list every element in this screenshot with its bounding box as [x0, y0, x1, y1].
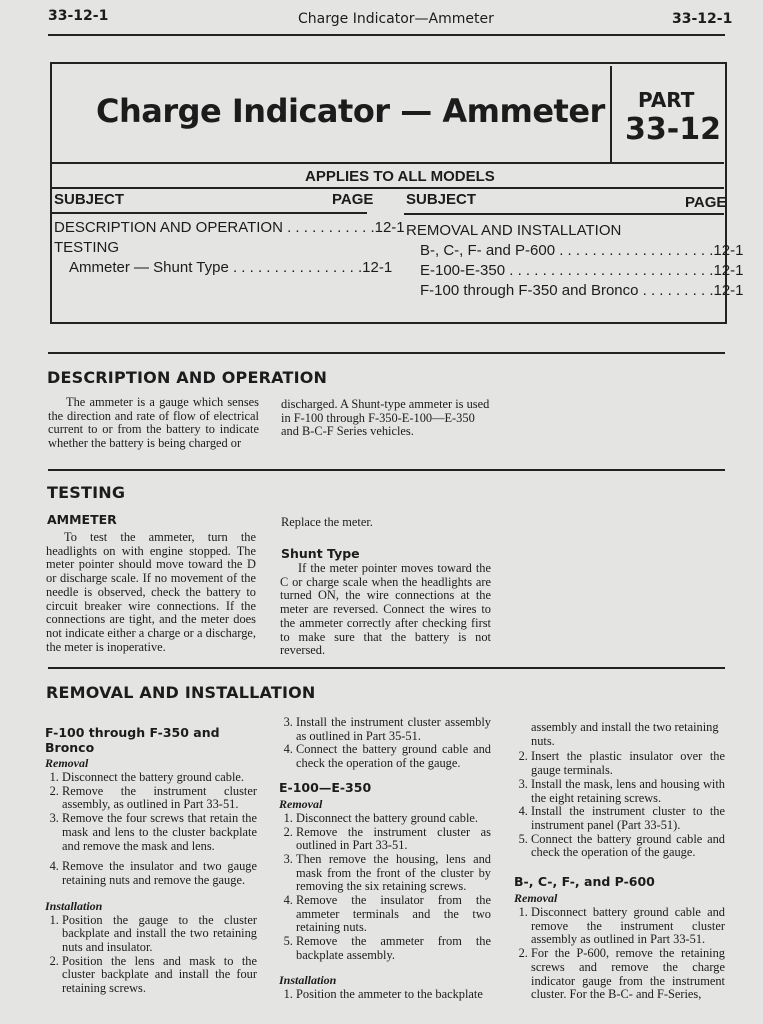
- e100-removal-steps: [279, 812, 491, 963]
- toc-applies: APPLIES TO ALL MODELS: [305, 168, 495, 185]
- e100-installation-steps-cont: [514, 750, 725, 860]
- section-rule: [48, 667, 725, 669]
- list-item: 1. Disconnect the battery ground cable.: [62, 771, 257, 785]
- part-divider: [610, 66, 612, 163]
- col3-continuation: assembly and install the two retaining nuts.: [531, 720, 719, 748]
- toc-right-subject: SUBJECT: [406, 191, 477, 208]
- toc-left-subject: SUBJECT: [54, 191, 125, 208]
- toc-entry[interactable]: TESTING: [54, 239, 120, 256]
- toc-right-page: PAGE: [685, 194, 727, 211]
- toc-right-list: [406, 221, 744, 301]
- toc-entry[interactable]: E-100-E-350 . . . . . . . . . . . . . . . . . . . . . . . . .12-1: [420, 262, 744, 279]
- label-installation: Installation: [279, 972, 337, 987]
- list-item: 4. Install the instrument cluster to the instrument panel (Part 33-51).: [531, 805, 725, 832]
- bcf-removal-steps: [514, 906, 725, 1002]
- toc-left-page: PAGE: [332, 191, 374, 208]
- toc-entry[interactable]: B-, C-, F- and P-600 . . . . . . . . . . . . . . . . . . .12-1: [420, 242, 744, 259]
- f100-installation-steps-cont: [279, 716, 491, 771]
- section-rule: [48, 352, 725, 354]
- subheading-e100: E-100—E-350: [279, 779, 372, 795]
- section-heading-testing: TESTING: [47, 483, 126, 502]
- list-item: 4. Remove the insulator and two gauge retaining nuts and remove the gauge.: [62, 860, 257, 887]
- list-item: 1. Disconnect battery ground cable and remove the instrument cluster assembly as outlined in Part 33-51.: [531, 906, 725, 947]
- section-heading-description: DESCRIPTION AND OPERATION: [47, 368, 328, 387]
- e100-installation-steps: [279, 988, 491, 1002]
- section-heading-removal: REMOVAL AND INSTALLATION: [46, 683, 316, 702]
- testing-col1: To test the ammeter, turn the headlights on with engine stopped. The meter pointer should move toward the D or discharge scale. If no movement of the needle is observed, check the battery to circuit breaker wire connections. If the connections are tight, and the meter does not indicate either a charge or a discharge, the meter is inoperative.: [46, 530, 256, 654]
- header-right: 33-12-1: [672, 11, 733, 27]
- header-rule: [48, 34, 725, 36]
- list-item: 3. Install the instrument cluster assembly as outlined in Part 35-51.: [296, 716, 491, 743]
- label-installation: Installation: [45, 898, 103, 913]
- toc-entry[interactable]: DESCRIPTION AND OPERATION . . . . . . . . . . .12-1: [54, 219, 405, 236]
- description-col1: The ammeter is a gauge which senses the direction and rate of flow of electrical current to or from the battery to indicate whether the battery is being charged or: [48, 395, 259, 451]
- list-item: 2. Remove the instrument cluster as outlined in Part 33-51.: [296, 826, 491, 853]
- f100-installation-steps: [45, 914, 257, 996]
- toc-applies-rule: [51, 187, 724, 189]
- page-title: Charge Indicator — Ammeter: [96, 92, 605, 130]
- subheading-ammeter: AMMETER: [47, 512, 117, 527]
- list-item: 2. Insert the plastic insulator over the gauge terminals.: [531, 750, 725, 777]
- list-item: 1. Disconnect the battery ground cable.: [296, 812, 491, 826]
- removal-col3: [514, 721, 725, 1002]
- removal-col2: [279, 716, 491, 1001]
- subheading-shunt-type: Shunt Type: [281, 546, 360, 561]
- label-removal: Removal: [514, 891, 558, 906]
- list-item: 2. Position the lens and mask to the cluster backplate and install the four retaining screws.: [62, 955, 257, 996]
- toc-left-rule: [51, 212, 367, 214]
- list-item: 1. Position the gauge to the cluster backplate and install the two retaining nuts and insulator.: [62, 914, 257, 955]
- f100-removal-steps: [45, 771, 257, 888]
- toc-right-rule: [404, 213, 724, 215]
- label-removal: Removal: [45, 756, 89, 770]
- section-rule: [48, 469, 725, 471]
- list-item: 3. Then remove the housing, lens and mask from the front of the cluster by removing the six retaining screws.: [296, 853, 491, 894]
- list-item: 4. Connect the battery ground cable and check the operation of the gauge.: [296, 743, 491, 770]
- description-col2: discharged. A Shunt-type ammeter is used in F-100 through F-350-E-100—E-350 and B-C-F Series vehicles.: [281, 397, 490, 439]
- part-number: 33-12: [625, 112, 721, 147]
- testing-col2b: If the meter pointer moves toward the C or charge scale when the headlights are turned ON, the wire connections at the meter are reversed. Connect the wires to the ammeter correctly after checking first to make sure that the battery is not reversed.: [280, 561, 491, 658]
- list-item: 4. Remove the insulator from the ammeter terminals and the two retaining nuts.: [296, 894, 491, 935]
- toc-entry[interactable]: REMOVAL AND INSTALLATION: [406, 222, 622, 239]
- list-item: 2. Remove the instrument cluster assembly, as outlined in Part 33-51.: [62, 785, 257, 812]
- subheading-f100: F-100 through F-350 and Bronco: [45, 725, 220, 755]
- toc-entry[interactable]: F-100 through F-350 and Bronco . . . . . . . . .12-1: [420, 282, 744, 299]
- list-item: 3. Remove the four screws that retain the mask and lens to the cluster backplate and remove the mask and lens.: [62, 812, 257, 853]
- testing-col2a: Replace the meter.: [281, 515, 373, 529]
- toc-entry[interactable]: Ammeter — Shunt Type . . . . . . . . . . . . . . . .12-1: [69, 259, 393, 276]
- removal-col1: [45, 725, 257, 996]
- list-item: 1. Position the ammeter to the backplate: [296, 988, 491, 1002]
- subheading-bcf: B-, C-, F-, and P-600: [514, 874, 655, 890]
- list-item: 5. Connect the battery ground cable and check the operation of the gauge.: [531, 833, 725, 860]
- toc-left-list: [54, 218, 405, 278]
- list-item: 5. Remove the ammeter from the backplate assembly.: [296, 935, 491, 962]
- part-label: PART: [638, 88, 695, 112]
- list-item: 2. For the P-600, remove the retaining screws and remove the charge indicator gauge from the instrument cluster. For the B-C- and F-Series,: [531, 947, 725, 1002]
- list-item: 3. Install the mask, lens and housing with the eight retaining screws.: [531, 778, 725, 805]
- header-center: Charge Indicator—Ammeter: [298, 11, 494, 27]
- header-left: 33-12-1: [48, 8, 109, 24]
- title-divider: [51, 162, 724, 164]
- label-removal: Removal: [279, 796, 323, 811]
